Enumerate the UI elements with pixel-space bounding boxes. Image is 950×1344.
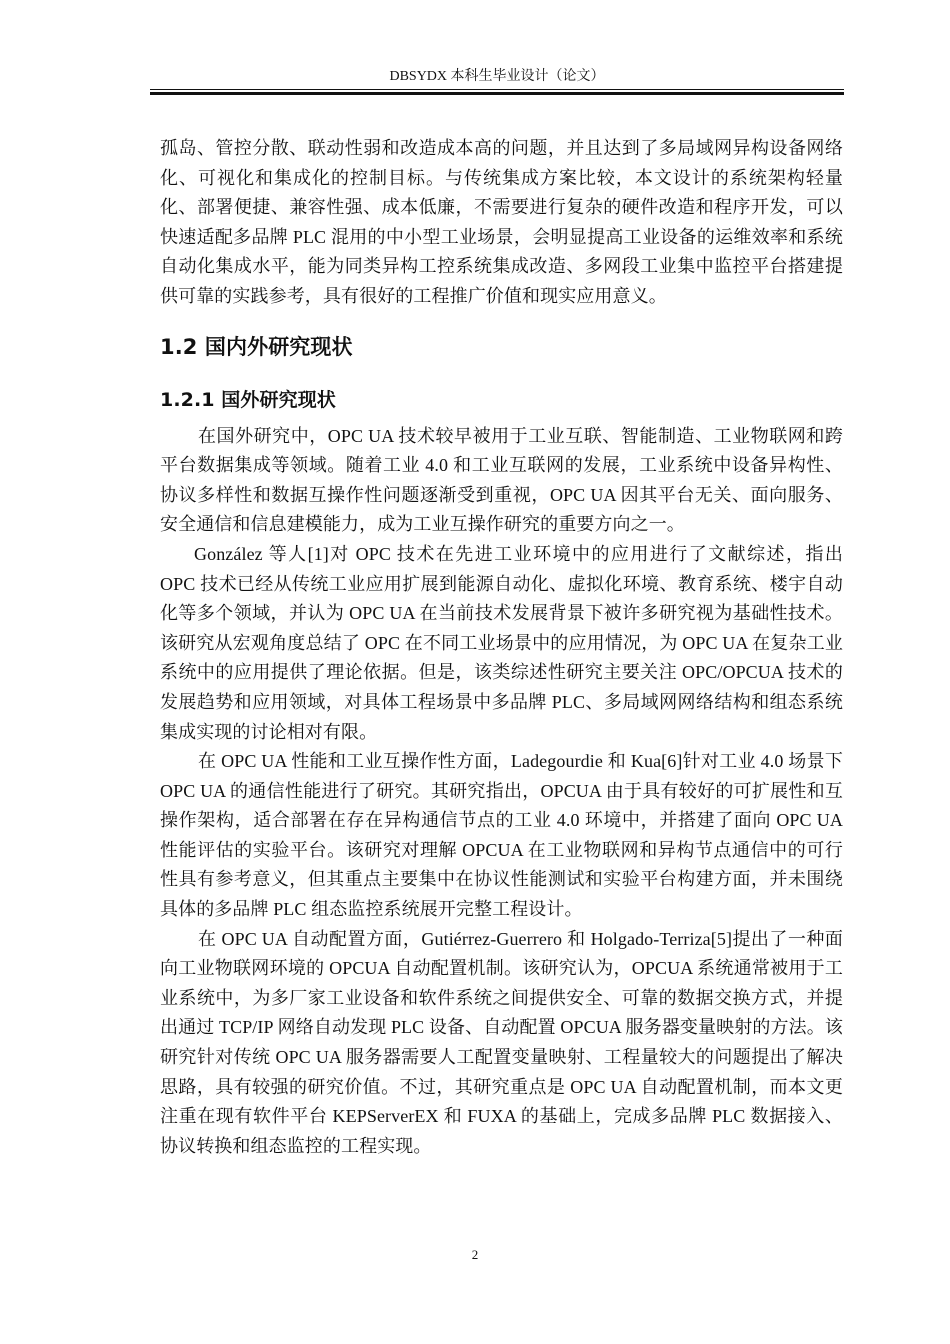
body-paragraph-3: 在 OPC UA 性能和工业互操作性方面，Ladegourdie 和 Kua[6]针对工业 4.0 场景下 OPC UA 的通信性能进行了研究。其研究指出，OPCUA 由于具有较好的可扩展性和互操作架构，适合部署在存在异构通信节点的工业 4.0 环境中，并搭建了面向 OPC UA 性能评估的实验平台。该研究对理解 OPCUA 在工业物联网和异构节点通信中的可行性具有参考意义，但其重点主要集中在协议性能测试和实验平台构建方面，并未围绕具体的多品牌 PLC 组态监控系统展开完整工程设计。 (160, 751, 843, 920)
body-paragraph-4: 在 OPC UA 自动配置方面，Gutiérrez-Guerrero 和 Holgado-Terriza[5]提出了一种面向工业物联网环境的 OPCUA 自动配置机制。该研究认为，OPCUA 系统通常被用于工业系统中，为多厂家工业设备和软件系统之间提供安全、可靠的数据交换方式，并提出通过 TCP/IP 网络自动发现 PLC 设备、自动配置 OPCUA 服务器变量映射的方法。该研究针对传统 OPC UA 服务器需要人工配置变量映射、工程量较大的问题提出了解决思路，具有较强的研究价值。不过，其研究重点是 OPC UA 自动配置机制，而本文更注重在现有软件平台 KEPServerEX 和 FUXA 的基础上，完成多品牌 PLC 数据接入、协议转换和组态监控的工程实现。 (160, 928, 843, 1156)
header-rule-thick (150, 92, 844, 95)
body-paragraph-1: 在国外研究中，OPC UA 技术较早被用于工业互联、智能制造、工业物联网和跨平台数据集成等领域。随着工业 4.0 和工业互联网的发展，工业系统中设备异构性、协议多样性和数据互操作性问题逐渐受到重视，OPC UA 因其平台无关、面向服务、安全通信和信息建模能力，成为工业互操作研究的重要方向之一。 (160, 425, 843, 535)
page-number: 2 (471, 1247, 479, 1262)
header-rule-thin (150, 89, 844, 90)
body-paragraph-2: González 等人[1]对 OPC 技术在先进工业环境中的应用进行了文献综述，指出 OPC 技术已经从传统工业应用扩展到能源自动化、虚拟化环境、教育系统、楼宇自动化等多个领域，并认为 OPC UA 在当前技术发展背景下被许多研究视为基础性技术。该研究从宏观角度总结了 OPC 在不同工业场景中的应用情况，为 OPC UA 在复杂工业系统中的应用提供了理论依据。但是，该类综述性研究主要关注 OPC/OPCUA 技术的发展趋势和应用领域，对具体工程场景中多品牌 PLC、多局域网网络结构和组态系统集成实现的讨论相对有限。 (160, 543, 843, 742)
intro-paragraph: 孤岛、管控分散、联动性弱和改造成本高的问题，并且达到了多局域网异构设备网络化、可视化和集成化的控制目标。与传统集成方案比较，本文设计的系统架构轻量化、部署便捷、兼容性强、成本低廉，不需要进行复杂的硬件改造和程序开发，可以快速适配多品牌 PLC 混用的中小型工业场景，会明显提高工业设备的运维效率和系统自动化集成水平，能为同类异构工控系统集成改造、多网段工业集中监控平台搭建提供可靠的实践参考，具有很好的工程推广价值和现实应用意义。 (160, 138, 843, 306)
subsection-heading: 1.2.1 国外研究现状 (160, 388, 336, 411)
section-heading: 1.2 国内外研究现状 (160, 334, 353, 359)
running-header-title: DBSYDX 本科生毕业设计（论文） (389, 69, 605, 84)
document-body (160, 134, 843, 1161)
